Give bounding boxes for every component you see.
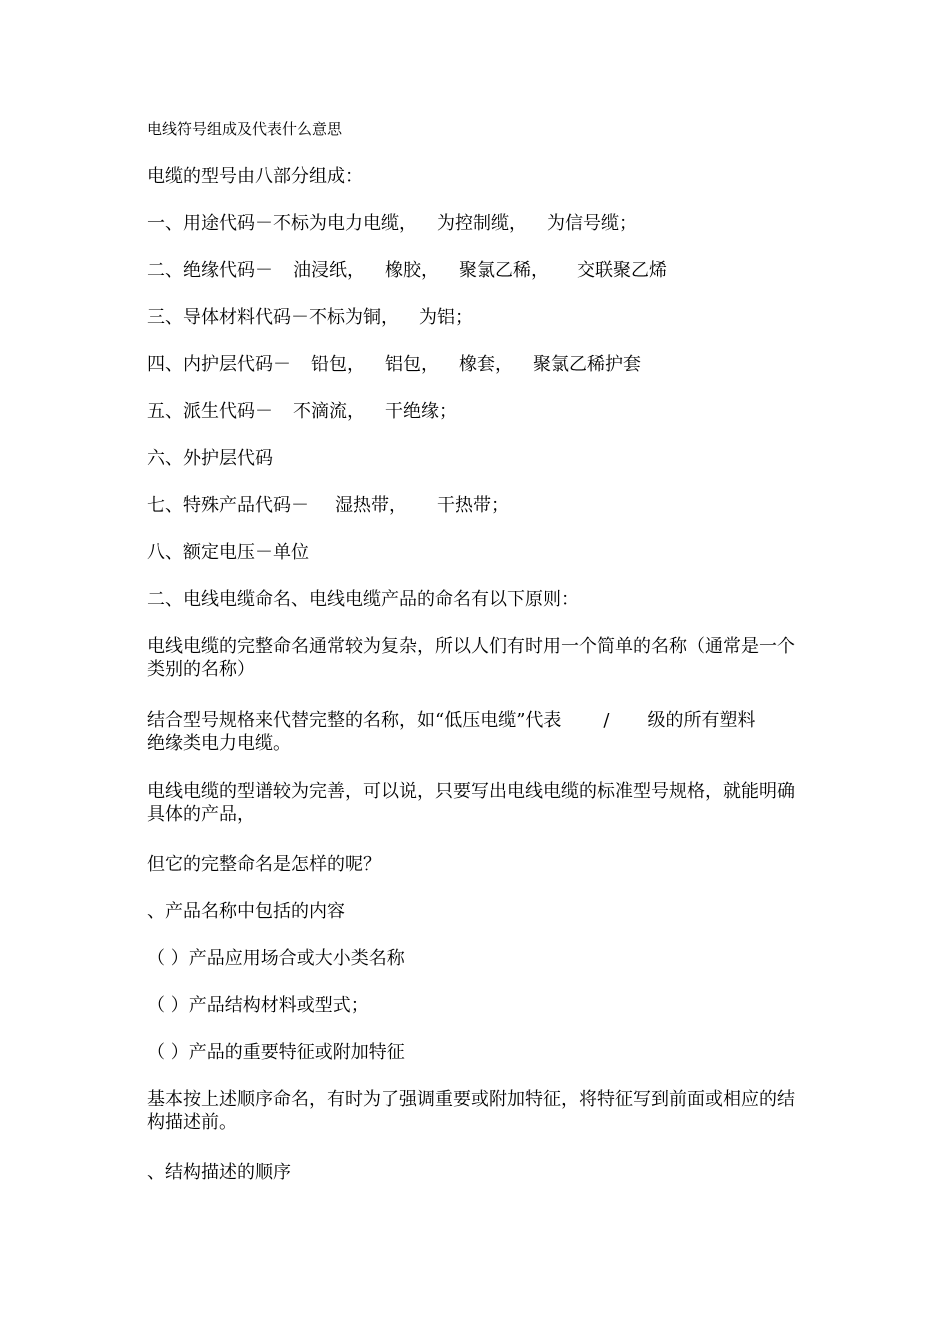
- item-two-part-3: 橡胶，: [385, 260, 439, 281]
- paragraph-spectrum: 电线电缆的型谱较为完善，可以说，只要写出电线电缆的标准型号规格，就能明确具体的产品，: [147, 781, 795, 825]
- paragraph-model-spec-line-2: 绝缘类电力电缆。: [147, 733, 291, 754]
- intro-line: 电缆的型号由八部分组成：: [147, 166, 363, 187]
- list-item: （ ）产品的重要特征或附加特征: [147, 1042, 405, 1063]
- item-four-part-2: 铅包，: [311, 354, 365, 375]
- subheading-product-name: 、产品名称中包括的内容: [147, 901, 345, 922]
- section-two-heading: 二、电线电缆命名、电线电缆产品的命名有以下原则：: [147, 589, 579, 610]
- item-four-part-1: 四、内护层代码－: [147, 354, 291, 375]
- item-five-part-3: 干绝缘；: [385, 401, 457, 422]
- item-three-part-1: 三、导体材料代码－不标为铜，: [147, 307, 399, 328]
- item-seven: [147, 494, 809, 517]
- model-spec-text-a: 结合型号规格来代替完整的名称，如“低压电缆”代表: [147, 710, 562, 731]
- list-item: （ ）产品应用场合或大小类名称: [147, 948, 405, 969]
- model-spec-slash: /: [603, 710, 610, 731]
- document-title: 电线符号组成及代表什么意思: [147, 120, 343, 138]
- item-two-part-5: 交联聚乙烯: [577, 260, 667, 281]
- item-four: [147, 353, 809, 376]
- item-seven-part-2: 湿热带，: [335, 495, 407, 516]
- item-eight: 八、额定电压－单位: [147, 542, 309, 563]
- item-three: [147, 306, 809, 329]
- item-one-part-2: 为控制缆，: [437, 213, 527, 234]
- item-two-part-2: 油浸纸，: [293, 260, 365, 281]
- item-one-part-3: 为信号缆；: [547, 213, 637, 234]
- paragraph-model-spec-line-1: [147, 709, 809, 732]
- item-seven-part-1: 七、特殊产品代码－: [147, 495, 309, 516]
- item-five-part-1: 五、派生代码－: [147, 401, 273, 422]
- item-six: 六、外护层代码: [147, 448, 273, 469]
- item-one-part-1: 一、用途代码－不标为电力电缆，: [147, 213, 417, 234]
- item-two-part-4: 聚氯乙稀，: [459, 260, 549, 281]
- item-three-part-2: 为铝；: [419, 307, 473, 328]
- list-item: （ ）产品结构材料或型式；: [147, 995, 369, 1016]
- item-four-part-4: 橡套，: [459, 354, 513, 375]
- item-seven-part-3: 干热带；: [437, 495, 509, 516]
- item-four-part-3: 铝包，: [385, 354, 439, 375]
- subheading-structure-order: 、结构描述的顺序: [147, 1162, 291, 1183]
- item-two: [147, 259, 809, 282]
- item-four-part-5: 聚氯乙稀护套: [533, 354, 641, 375]
- item-five: [147, 400, 809, 423]
- paragraph-naming-complex: 电线电缆的完整命名通常较为复杂，所以人们有时用一个简单的名称（通常是一个类别的名称）: [147, 636, 795, 680]
- model-spec-text-c: 级的所有塑料: [647, 710, 756, 731]
- paragraph-model-spec: [147, 709, 809, 755]
- item-two-part-1: 二、绝缘代码－: [147, 260, 273, 281]
- paragraph-order: 基本按上述顺序命名，有时为了强调重要或附加特征，将特征写到前面或相应的结构描述前。: [147, 1089, 795, 1133]
- paragraph-question: 但它的完整命名是怎样的呢？: [147, 854, 381, 875]
- item-one: [147, 212, 809, 235]
- item-five-part-2: 不滴流，: [293, 401, 365, 422]
